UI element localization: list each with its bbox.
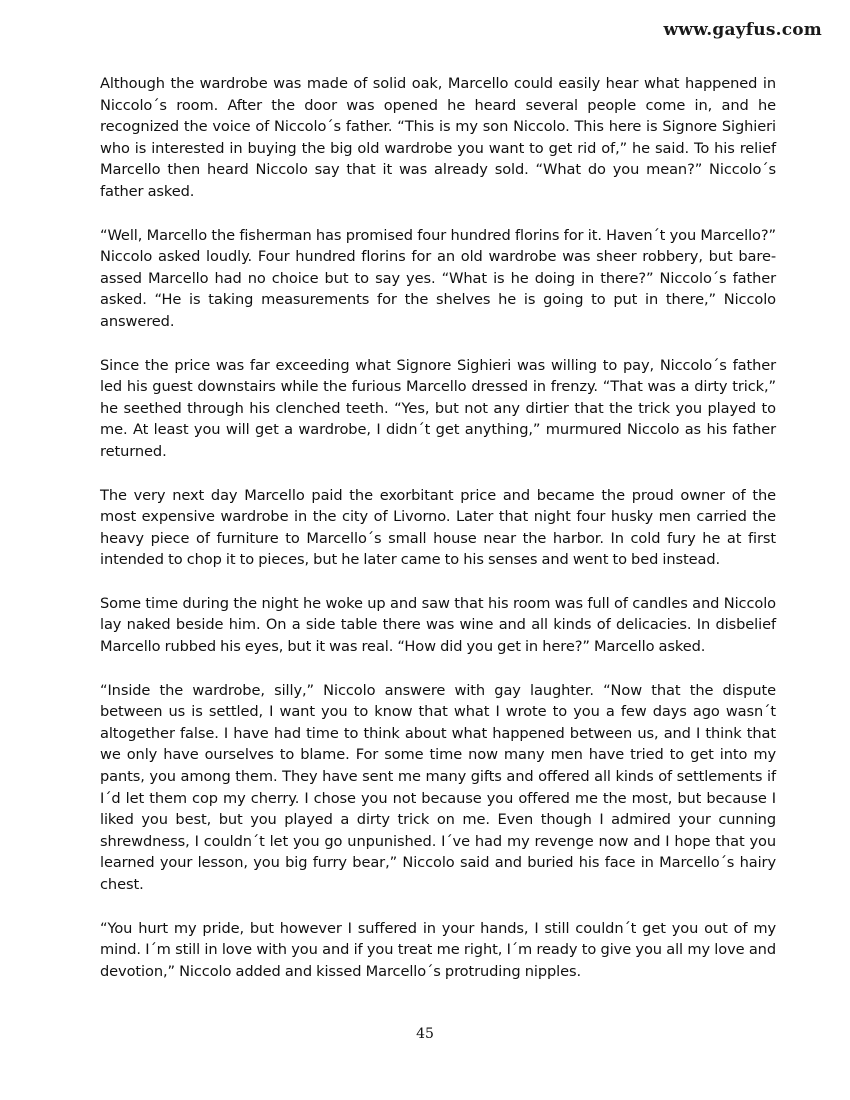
paragraph: Some time during the night he woke up and saw that his room was full of candles and Niccolo lay naked beside him. On a side table there was wine and all kinds of delicacies. In disbelief Marcello rubbed his eyes, but it was real. “How did you get in here?” Marcello asked. xyxy=(100,594,776,656)
paragraph: The very next day Marcello paid the exorbitant price and became the proud owner of the most expensive wardrobe in the city of Livorno. Later that night four husky men carried the heavy piece of furniture to Marcello´s small house near the harbor. In cold fury he at first intended to chop it to pieces, but he later came to his senses and went to bed instead. xyxy=(100,486,776,569)
paragraph: “You hurt my pride, but however I suffered in your hands, I still couldn´t get you out of my mind. I´m still in love with you and if you treat me right, I´m ready to give you all my love and devotion,” Niccolo added and kissed Marcello´s protruding nipples. xyxy=(100,919,776,980)
site-watermark: www.gayfus.com xyxy=(663,20,822,40)
paragraph: “Well, Marcello the fisherman has promised four hundred florins for it. Haven´t you Marcello?” Niccolo asked loudly. Four hundred florins for an old wardrobe was sheer robbery, but bare-assed Marcello had no choice but to say yes. “What is he doing in there?” Niccolo´s father asked. “He is taking measurements for the shelves he is going to put in there,” Niccolo answered. xyxy=(100,226,776,330)
paragraph: Although the wardrobe was made of solid oak, Marcello could easily hear what happened in Niccolo´s room. After the door was opened he heard several people come in, and he recognized the voice of Niccolo´s father. “This is my son Niccolo. This here is Signore Sighieri who is interested in buying the big old wardrobe you want to get rid of,” he said. To his relief Marcello then heard Niccolo say that it was already sold. “What do you mean?” Niccolo´s father asked. xyxy=(100,75,776,200)
page-number: 45 xyxy=(416,1026,434,1042)
paragraph: Since the price was far exceeding what Signore Sighieri was willing to pay, Niccolo´s father led his guest downstairs while the furious Marcello dressed in frenzy. “That was a dirty trick,” he seethed through his clenched teeth. “Yes, but not any dirtier that the trick you played to me. At least you will get a wardrobe, I didn´t get anything,” murmured Niccolo as his father returned. xyxy=(100,356,776,460)
paragraph: “Inside the wardrobe, silly,” Niccolo answere with gay laughter. “Now that the dispute between us is settled, I want you to know that what I wrote to you a few days ago wasn´t altogether false. I have had time to think about what happened between us, and I think that we only have ourselves to blame. For some time now many men have tried to get into my pants, you among them. They have sent me many gifts and offered all kinds of settlements if I´d let them cop my cherry. I chose you not because you offered me the most, but because I liked you best, but you played a dirty trick on me. Even though I admired your cunning shrewdness, I couldn´t let you go unpunished. I´ve had my revenge now and I hope that you learned your lesson, you big furry bear,” Niccolo said and buried his face in Marcello´s hairy chest. xyxy=(100,681,776,893)
page-body xyxy=(100,73,776,1004)
